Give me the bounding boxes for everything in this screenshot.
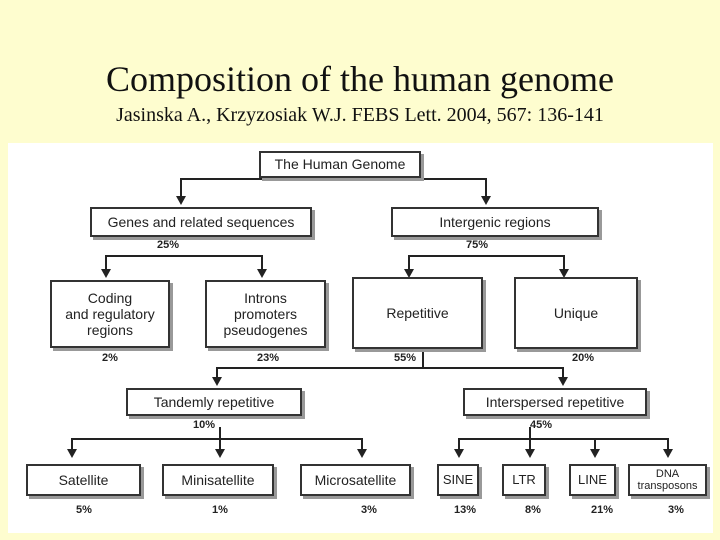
- node-label: Introns promoters pseudogenes: [223, 289, 308, 339]
- genome-diagram: [8, 143, 713, 533]
- node-label: Intergenic regions: [439, 213, 551, 230]
- node-repetitive: [352, 277, 483, 349]
- arrow-icon: [481, 196, 491, 205]
- node-intergenic: [391, 207, 599, 237]
- node-dna-transposons: [628, 464, 707, 496]
- node-label: LTR: [512, 471, 536, 487]
- arrow-icon: [257, 269, 267, 278]
- node-ltr: [502, 464, 546, 496]
- arrow-icon: [357, 449, 367, 458]
- arrow-icon: [558, 377, 568, 386]
- connector: [408, 255, 410, 269]
- node-label: Tandemly repetitive: [153, 393, 275, 410]
- node-interspersed: [463, 388, 647, 416]
- node-label: Unique: [553, 304, 599, 321]
- pct-repetitive: 55%: [393, 352, 417, 364]
- pct-minisatellite: 1%: [212, 504, 228, 516]
- node-unique: [514, 277, 638, 349]
- slide-title: Composition of the human genome: [106, 59, 614, 99]
- node-tandem: [126, 388, 302, 416]
- node-label: Interspersed repetitive: [485, 393, 625, 410]
- connector: [485, 178, 487, 196]
- pct-interspersed: 45%: [529, 419, 553, 431]
- pct-line: 21%: [590, 504, 614, 516]
- connector: [180, 178, 182, 196]
- connector: [261, 255, 263, 269]
- connector: [105, 255, 263, 257]
- arrow-icon: [101, 269, 111, 278]
- arrow-icon: [663, 449, 673, 458]
- connector: [180, 178, 487, 180]
- connector: [458, 438, 669, 440]
- pct-genes: 25%: [156, 239, 180, 251]
- pct-satellite: 5%: [76, 504, 92, 516]
- pct-introns: 23%: [256, 352, 280, 364]
- node-line: [569, 464, 616, 496]
- node-genes: [90, 207, 312, 237]
- node-human-genome: [259, 151, 421, 178]
- pct-coding: 2%: [102, 352, 118, 364]
- arrow-icon: [525, 449, 535, 458]
- arrow-icon: [212, 377, 222, 386]
- pct-microsatellite: 3%: [361, 504, 377, 516]
- pct-intergenic: 75%: [465, 239, 489, 251]
- connector: [216, 367, 564, 369]
- node-label: LINE: [578, 471, 607, 487]
- arrow-icon: [454, 449, 464, 458]
- node-label: Satellite: [58, 471, 109, 488]
- connector: [563, 255, 565, 269]
- arrow-icon: [590, 449, 600, 458]
- node-label: Repetitive: [386, 304, 449, 321]
- pct-ltr: 8%: [525, 504, 541, 516]
- arrow-icon: [176, 196, 186, 205]
- node-label: The Human Genome: [274, 156, 406, 173]
- pct-unique: 20%: [571, 352, 595, 364]
- node-label: Coding and regulatory regions: [65, 289, 155, 339]
- node-label: Genes and related sequences: [107, 213, 295, 230]
- node-label: Minisatellite: [181, 471, 255, 488]
- arrow-icon: [215, 449, 225, 458]
- node-sine: [437, 464, 479, 496]
- node-coding: [50, 280, 170, 348]
- node-label: Microsatellite: [314, 471, 397, 488]
- node-introns: [205, 280, 326, 348]
- pct-tandem: 10%: [192, 419, 216, 431]
- node-label: SINE: [442, 471, 474, 487]
- node-minisatellite: [162, 464, 274, 496]
- arrow-icon: [67, 449, 77, 458]
- pct-dna-transposons: 3%: [668, 504, 684, 516]
- node-satellite: [26, 464, 141, 496]
- connector: [105, 255, 107, 269]
- citation: Jasinska A., Krzyzosiak W.J. FEBS Lett. 2004, 567: 136-141: [116, 104, 604, 126]
- pct-sine: 13%: [453, 504, 477, 516]
- node-microsatellite: [300, 464, 411, 496]
- connector: [408, 255, 565, 257]
- connector: [71, 438, 363, 440]
- node-label: DNA transposons: [637, 467, 698, 492]
